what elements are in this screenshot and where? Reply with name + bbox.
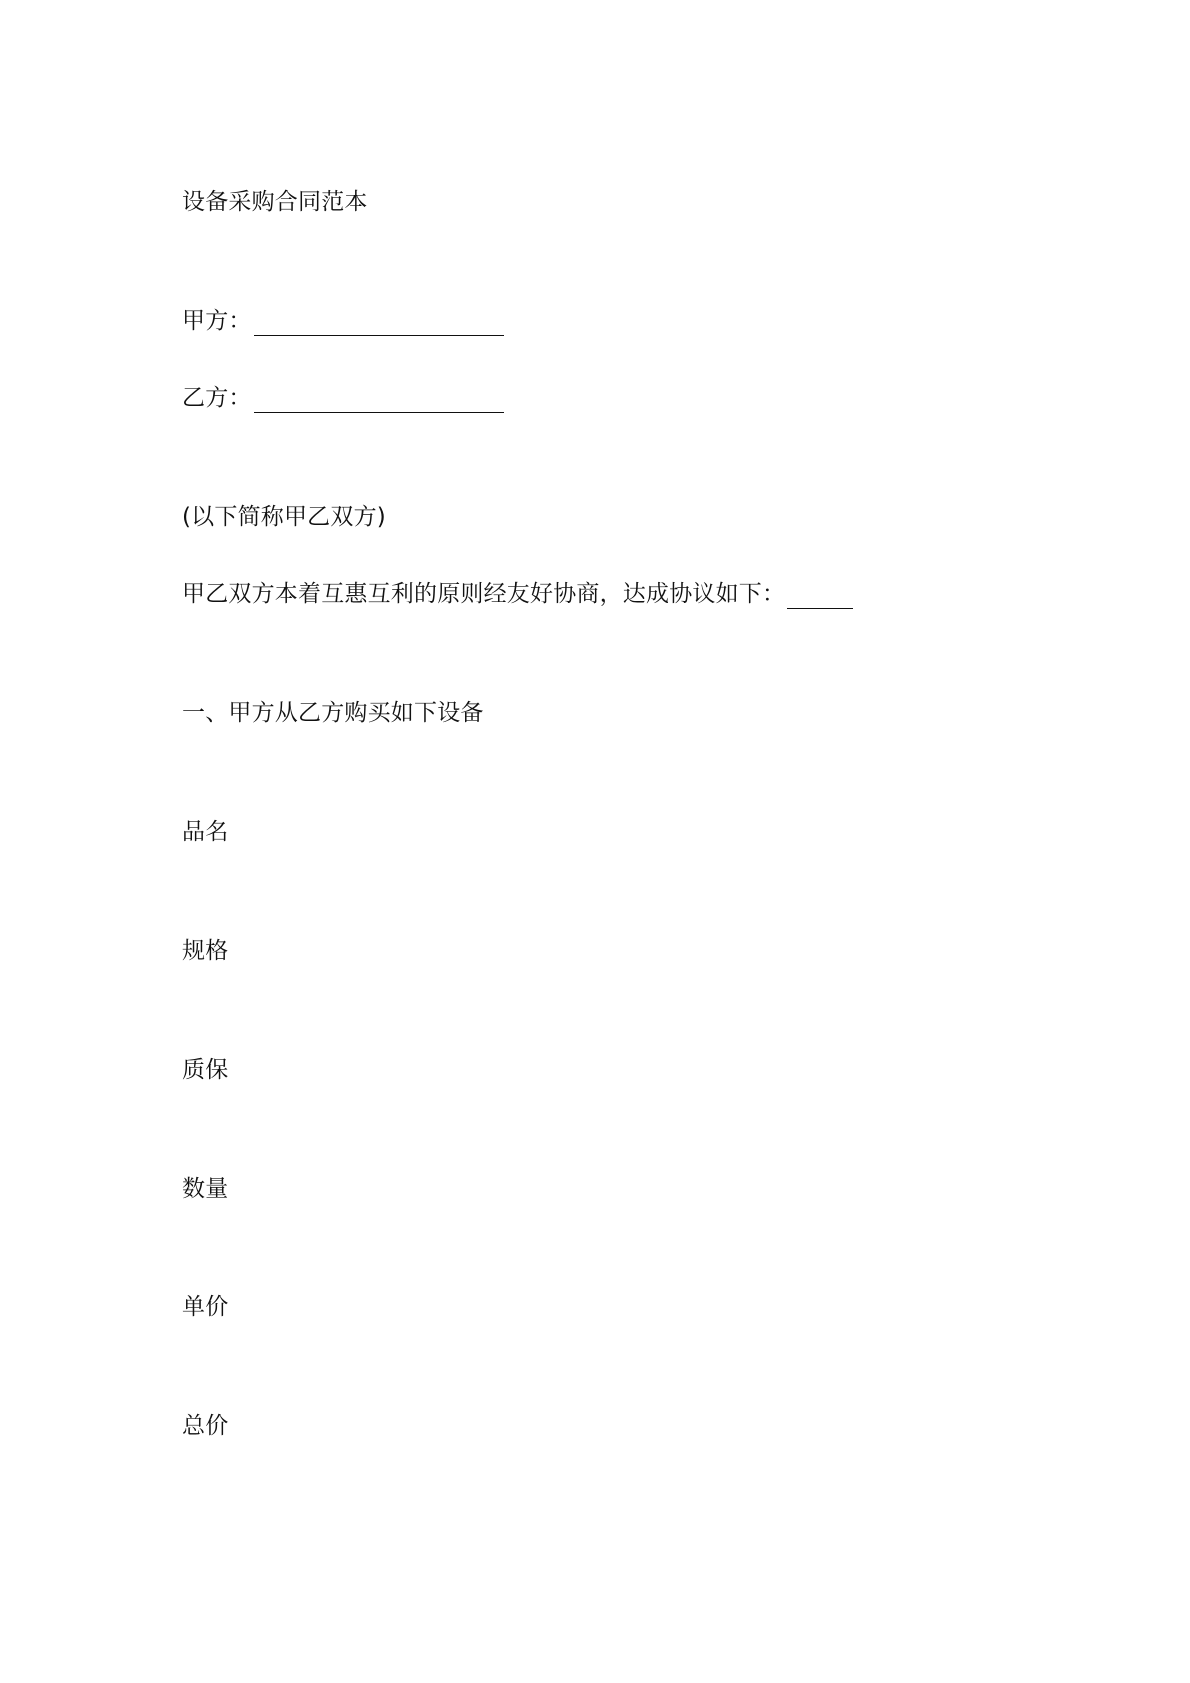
document-title: 设备采购合同范本: [182, 189, 368, 215]
field-label-specification: 规格: [182, 938, 229, 964]
section-1-heading: 一、甲方从乙方购买如下设备: [182, 700, 484, 726]
party-b-label: 乙方：: [182, 385, 252, 411]
field-label-total-price: 总价: [182, 1413, 229, 1439]
party-a-label: 甲方：: [182, 308, 252, 334]
party-a-line: [182, 306, 504, 336]
field-label-product-name: 品名: [182, 819, 229, 845]
field-label-unit-price: 单价: [182, 1294, 229, 1320]
agreement-intro-blank[interactable]: [787, 584, 853, 609]
party-a-blank[interactable]: [254, 311, 504, 336]
party-b-blank[interactable]: [254, 388, 504, 413]
abbreviation-note: (以下简称甲乙双方): [182, 504, 386, 530]
field-label-warranty: 质保: [182, 1057, 229, 1083]
party-b-line: [182, 383, 504, 413]
field-label-quantity: 数量: [182, 1176, 229, 1202]
agreement-intro-text: 甲乙双方本着互惠互利的原则经友好协商，达成协议如下：: [182, 581, 786, 607]
agreement-intro-line: [182, 579, 853, 609]
